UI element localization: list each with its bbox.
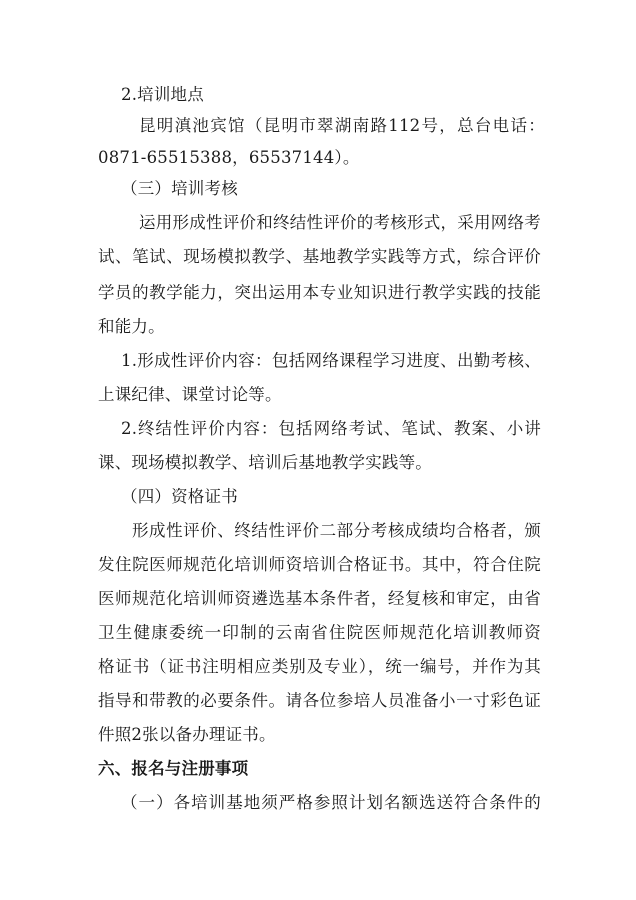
paragraph-line: 昆明滇池宾馆（昆明市翠湖南路112号，总台电话： bbox=[139, 116, 545, 135]
subsection-heading-assessment: （三）培训考核 bbox=[121, 179, 238, 198]
paragraph-line: 卫生健康委统一印制的云南省住院医师规范化培训教师资 bbox=[98, 623, 541, 642]
paragraph-line: 发住院医师规范化培训师资培训合格证书。其中，符合住院 bbox=[98, 555, 541, 574]
paragraph-line: 试、笔试、现场模拟教学、基地教学实践等方式，综合评价 bbox=[98, 247, 541, 266]
paragraph-line: 指导和带教的必要条件。请各位参培人员准备小一寸彩色证 bbox=[98, 691, 541, 710]
paragraph-line: 上课纪律、课堂讨论等。 bbox=[98, 385, 282, 404]
paragraph-line: 件照2张以备办理证书。 bbox=[98, 725, 276, 744]
paragraph-line: 2.终结性评价内容：包括网络考试、笔试、教案、小讲 bbox=[121, 419, 541, 438]
paragraph-line: 学员的教学能力，突出运用本专业知识进行教学实践的技能 bbox=[98, 283, 541, 302]
paragraph-line: 和能力。 bbox=[98, 317, 165, 336]
paragraph-line: 运用形成性评价和终结性评价的考核形式，采用网络考 bbox=[139, 213, 541, 232]
section-heading-registration: 六、报名与注册事项 bbox=[98, 759, 249, 778]
paragraph-line: 0871-65515388，65537144）。 bbox=[98, 148, 360, 167]
paragraph-line: 形成性评价、终结性评价二部分考核成绩均合格者，颁 bbox=[132, 521, 541, 540]
paragraph-line: 医师规范化培训师资遴选基本条件者，经复核和审定，由省 bbox=[98, 589, 541, 608]
subsection-heading-certificate: （四）资格证书 bbox=[121, 487, 238, 506]
paragraph-line: 1.形成性评价内容：包括网络课程学习进度、出勤考核、 bbox=[121, 351, 541, 370]
section-title-location: 2.培训地点 bbox=[121, 85, 204, 104]
paragraph-line: 课、现场模拟教学、培训后基地教学实践等。 bbox=[98, 453, 432, 472]
paragraph-line: （一）各培训基地须严格参照计划名额选送符合条件的 bbox=[121, 793, 541, 812]
paragraph-line: 格证书（证书注明相应类别及专业），统一编号，并作为其 bbox=[98, 657, 541, 676]
